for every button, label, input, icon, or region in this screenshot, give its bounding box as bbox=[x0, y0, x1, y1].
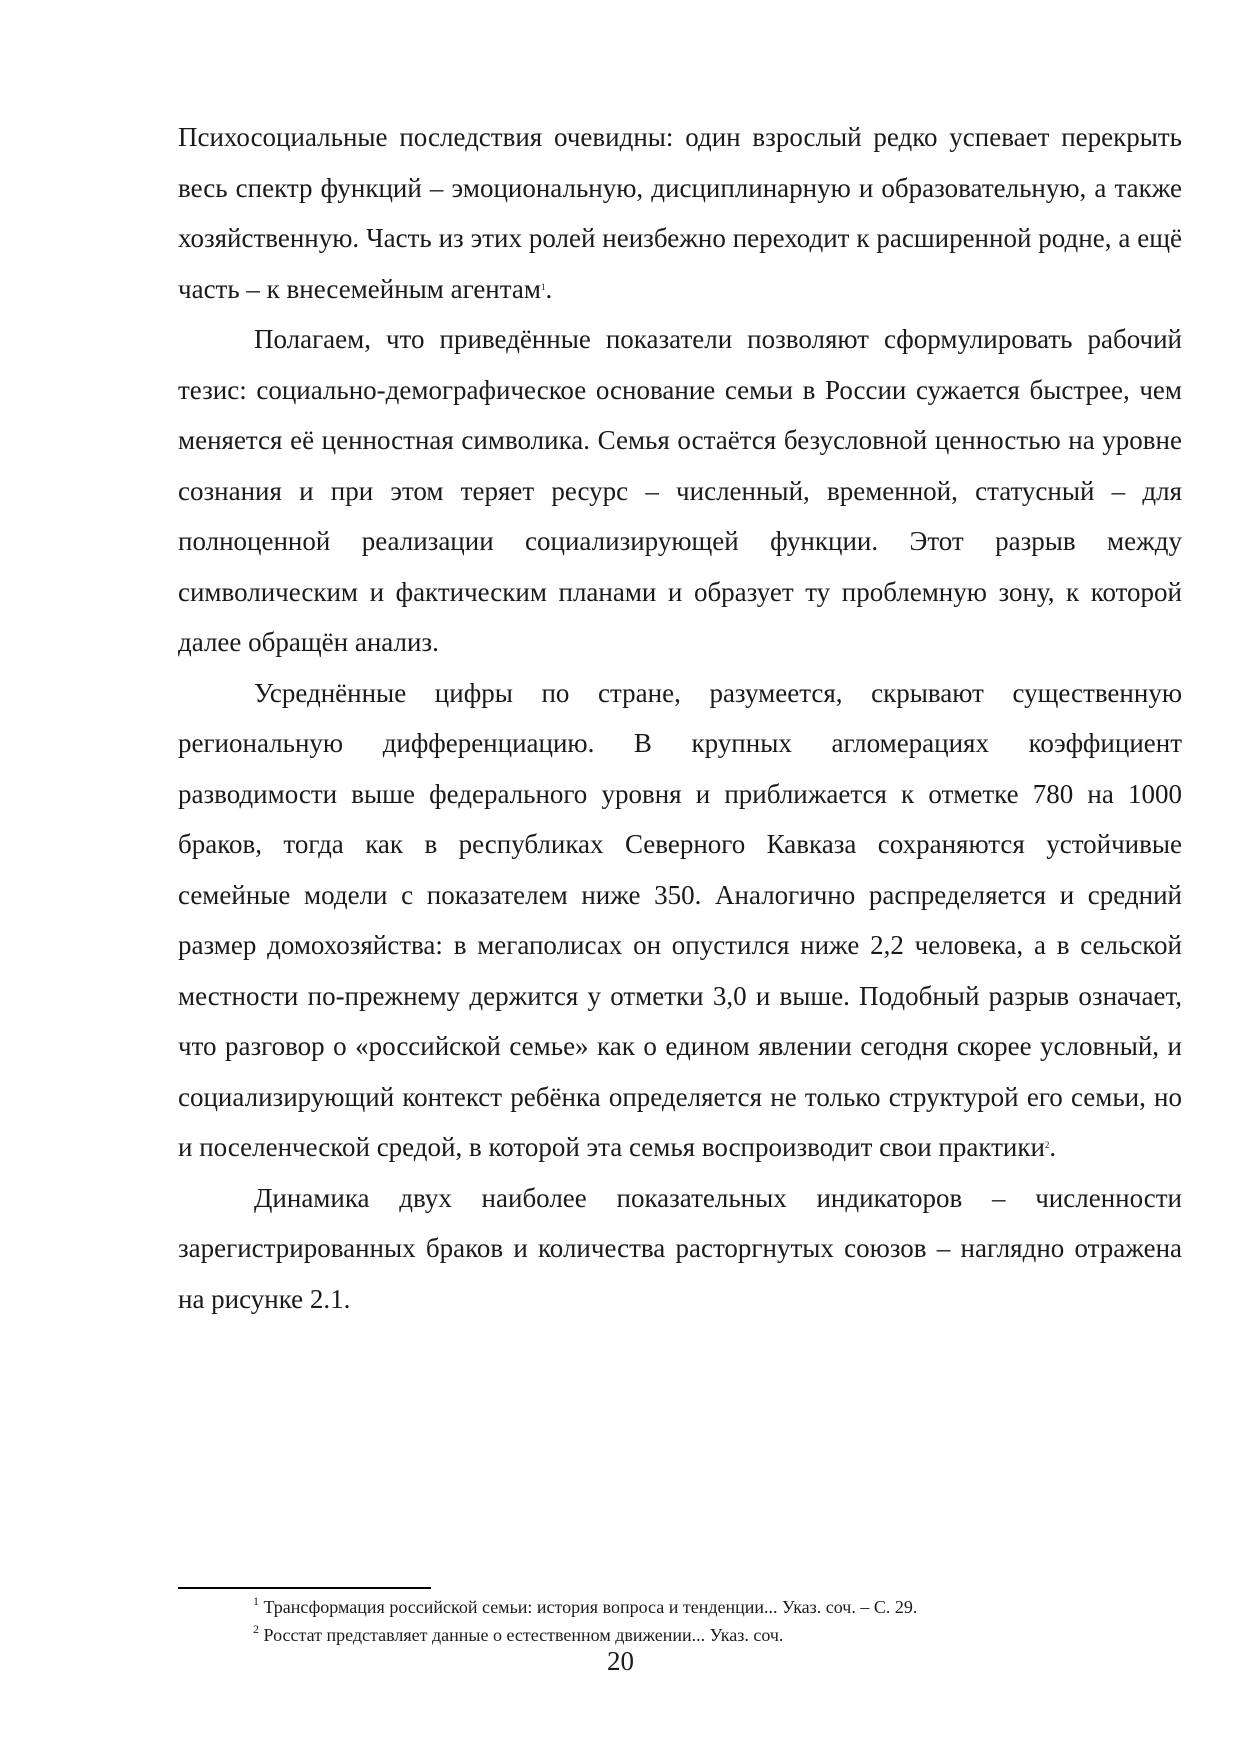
paragraph-3 bbox=[178, 668, 1182, 1173]
footnotes bbox=[253, 1591, 1183, 1647]
paragraph-2-text: Полагаем, что приведённые показатели позволяют сформулировать рабочий тезис: социально-демографическое основание семьи в России сужается быстрее, чем меняется её ценностная символика. Семья остаётся безусловной ценностью на уровне сознания и при этом теряет ресурс – численный, временной, статусный – для полноценной реализации социализирующей функции. Этот разрыв между символическим и фактическим планами и образует ту проблемную зону, к которой далее обращён анализ. bbox=[178, 324, 1182, 657]
footnote-ref-1[interactable]: 1 bbox=[540, 281, 546, 292]
footnote-1-text: Трансформация российской семьи: история вопроса и тенденции... Указ. соч. – С. 29. bbox=[259, 1597, 918, 1617]
footnote-1 bbox=[253, 1591, 1183, 1619]
page-number: 20 bbox=[607, 1646, 634, 1676]
footnote-separator bbox=[178, 1587, 431, 1589]
paragraph-3-tail: . bbox=[1049, 1132, 1057, 1162]
paragraph-4 bbox=[178, 1173, 1182, 1325]
paragraph-1 bbox=[178, 112, 1182, 314]
paragraph-3-text: Усреднённые цифры по стране, разумеется, скрывают существенную региональную дифференциацию. В крупных агломерациях коэффициент разводимости выше федерального уровня и приближается к отметке 780 на 1000 браков, тогда как в республиках Северного Кавказа сохраняются устойчивые семейные модели с показателем ниже 350. Аналогично распределяется и средний размер домохозяйства: в мегаполисах он опустился ниже 2,2 человека, а в сельской местности по-прежнему держится у отметки 3,0 и выше. Подобный разрыв означает, что разговор о «российской семье» как о едином явлении сегодня скорее условный, и социализирующий контекст ребёнка определяется не только структурой его семьи, но и поселенческой средой, в которой эта семья воспроизводит свои практики bbox=[178, 677, 1182, 1162]
footnote-2-text: Росстат представляет данные о естественном движении... Указ. соч. bbox=[259, 1625, 784, 1645]
paragraph-1-text: Психосоциальные последствия очевидны: один взрослый редко успевает перекрыть весь спектр функций – эмоциональную, дисциплинарную и образовательную, а также хозяйственную. Часть из этих ролей неизбежно переходит к расширенной родне, а ещё часть – к внесемейным агентам bbox=[178, 122, 1182, 304]
footnote-1-mark: 1 bbox=[253, 1594, 259, 1608]
footnote-2-mark: 2 bbox=[253, 1622, 259, 1636]
paragraph-1-tail: . bbox=[545, 273, 553, 304]
footnote-ref-2[interactable]: 2 bbox=[1044, 1140, 1050, 1150]
body-text bbox=[178, 112, 1182, 1324]
paragraph-4-text: Динамика двух наиболее показательных индикаторов – численности зарегистрированных браков и количества расторгнутых союзов – наглядно отражена на рисунке 2.1. bbox=[178, 1182, 1182, 1314]
paragraph-2 bbox=[178, 314, 1182, 668]
footnote-2 bbox=[253, 1619, 1183, 1647]
